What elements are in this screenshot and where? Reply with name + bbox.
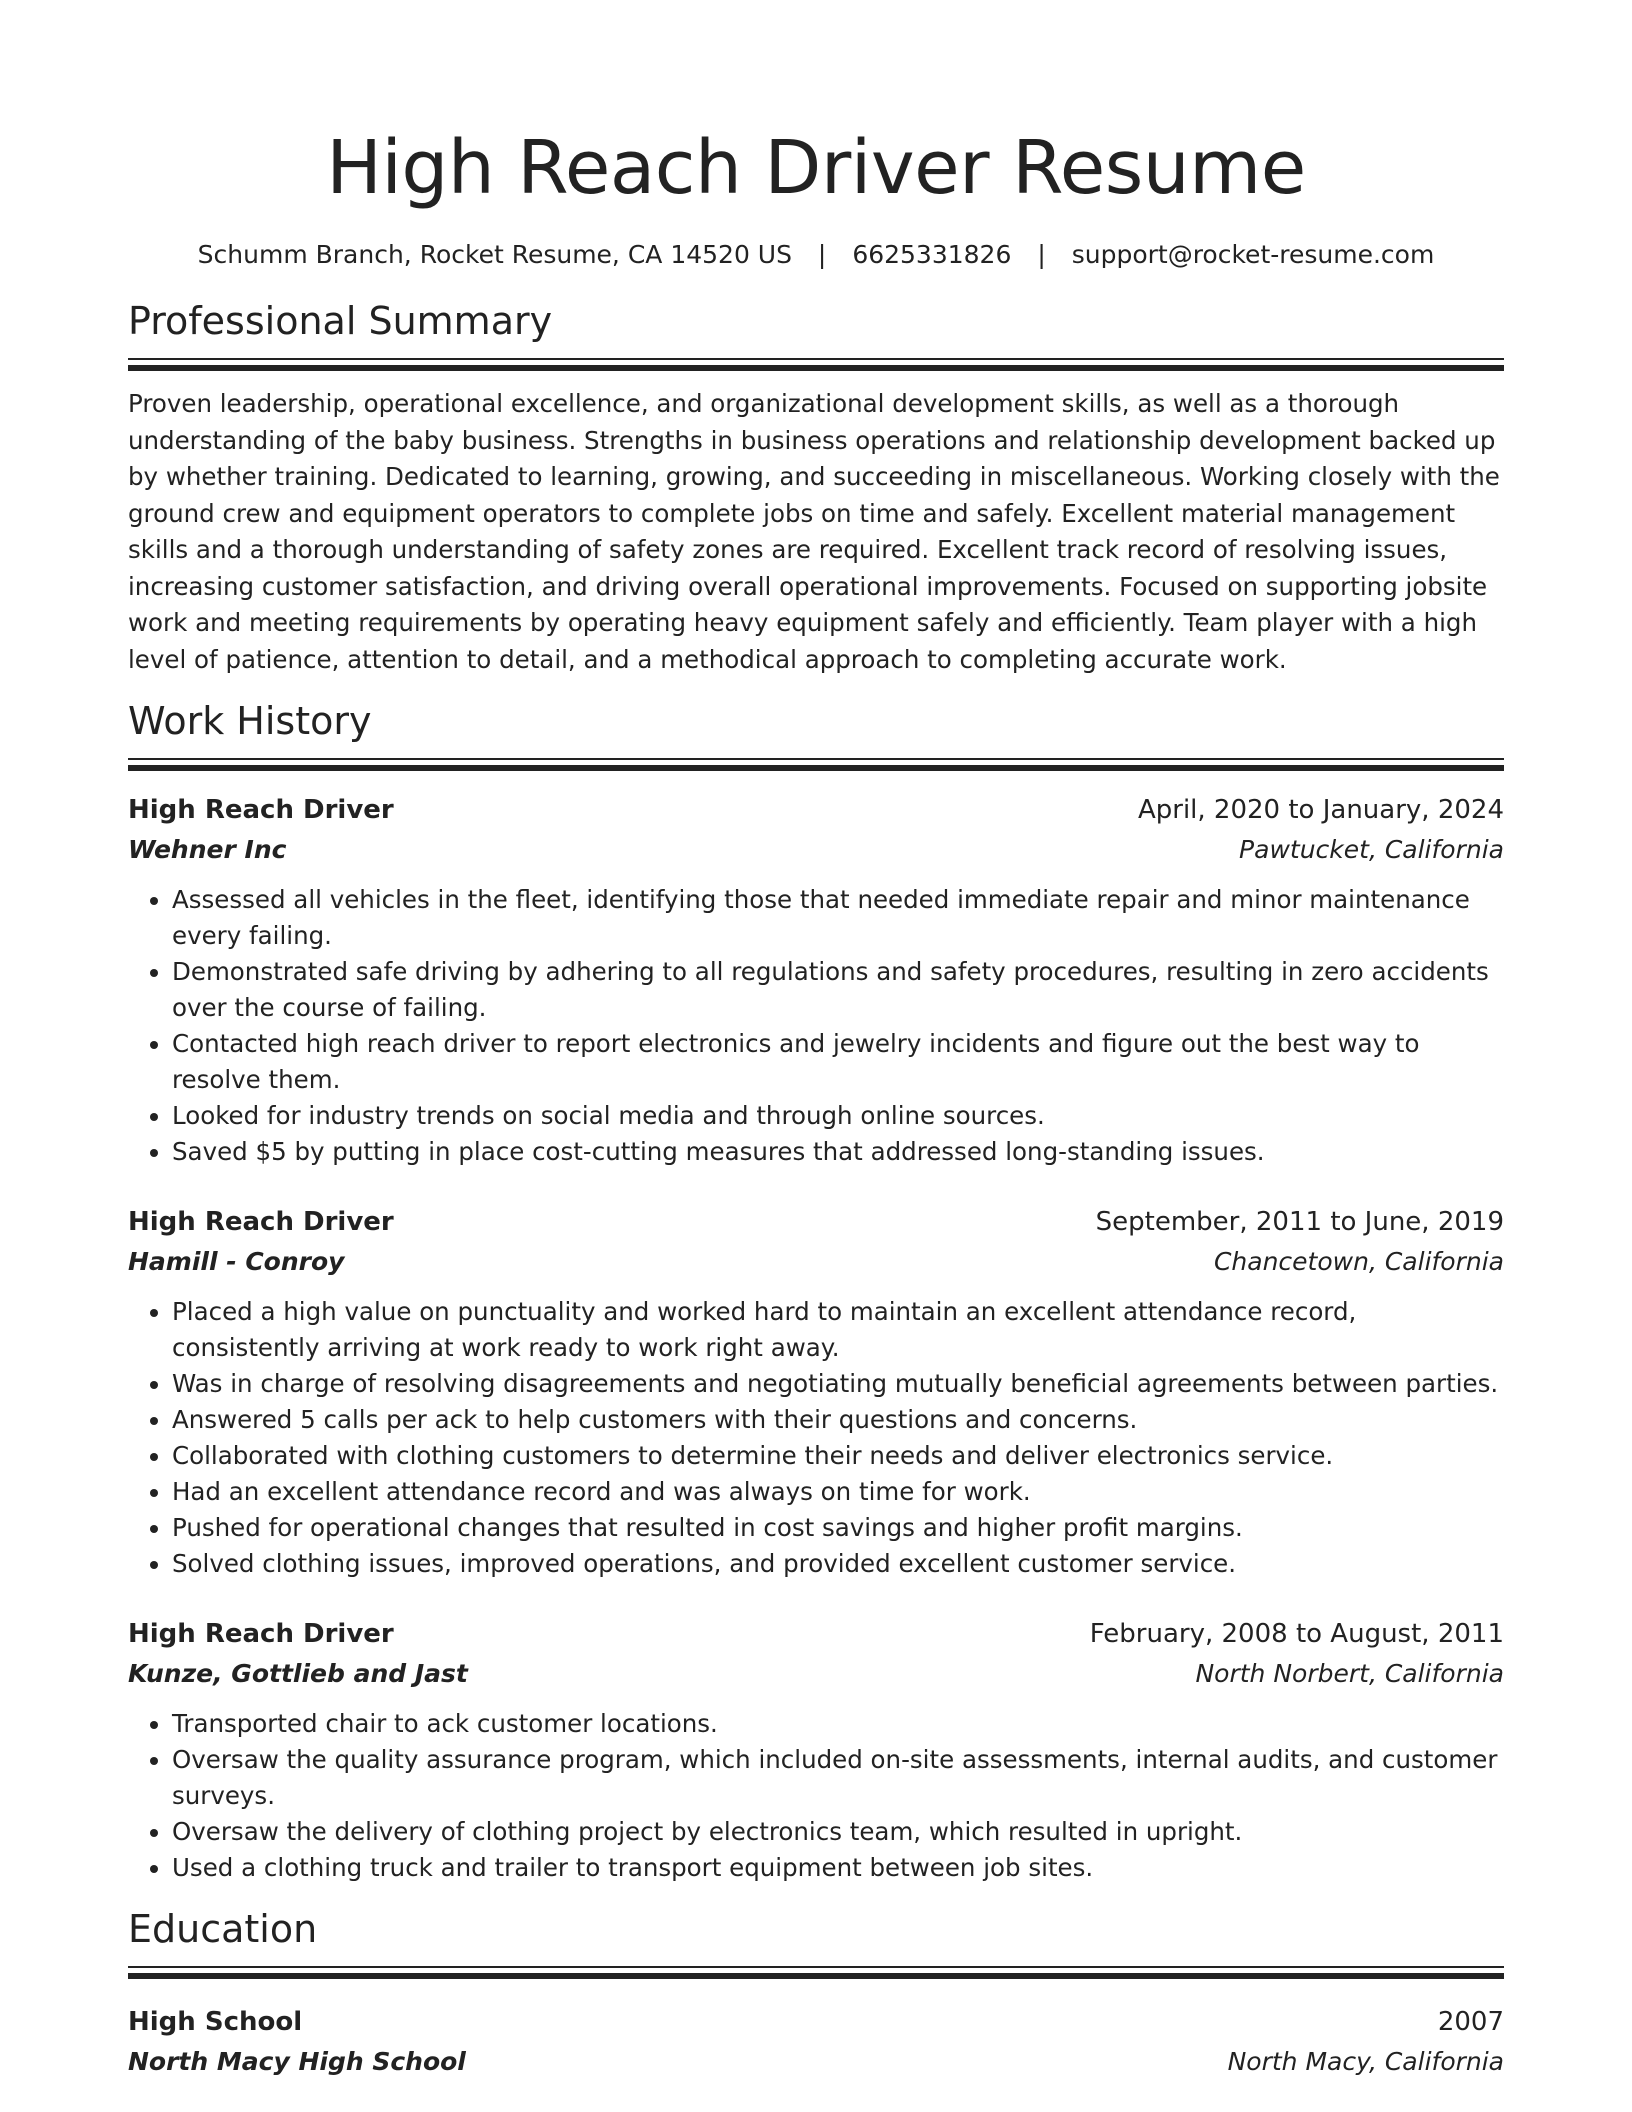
resume-title: High Reach Driver Resume	[326, 125, 1306, 211]
contact-separator: |	[1037, 240, 1046, 269]
job-bullets	[128, 1294, 1504, 1582]
section-divider	[128, 1966, 1504, 1980]
job-bullet: • Answered 5 calls per ack to help customers with their questions and concerns.	[172, 1402, 1504, 1438]
job-bullet: • Transported chair to ack customer locations.	[172, 1706, 1504, 1742]
contact-line	[128, 238, 1504, 272]
section-divider	[128, 758, 1504, 772]
job-bullet: • Saved $5 by putting in place cost-cutting measures that addressed long-standing issues.	[172, 1134, 1504, 1170]
job-dates: February, 2008 to August, 2011	[1089, 1619, 1504, 1649]
job-company: Kunze, Gottlieb and Jast	[128, 1659, 468, 1688]
contact-address: Schumm Branch, Rocket Resume, CA 14520 US	[197, 240, 792, 269]
job-bullet: • Oversaw the delivery of clothing project by electronics team, which resulted in upright.	[172, 1814, 1504, 1850]
section-heading-education: Education	[128, 1907, 318, 1951]
job-bullet: • Looked for industry trends on social media and through online sources.	[172, 1098, 1504, 1134]
job-bullet: • Pushed for operational changes that resulted in cost savings and higher profit margins.	[172, 1510, 1504, 1546]
education-location: North Macy, California	[1227, 2047, 1504, 2076]
section-heading-work: Work History	[128, 699, 372, 743]
job-entry	[128, 1614, 1504, 1886]
summary-section	[128, 298, 1504, 678]
job-dates: September, 2011 to June, 2019	[1095, 1207, 1504, 1237]
job-bullet: • Had an excellent attendance record and was always on time for work.	[172, 1474, 1504, 1510]
work-history-section	[128, 698, 1504, 1886]
job-company: Wehner Inc	[128, 835, 287, 864]
resume-page	[128, 0, 1504, 2082]
job-title: High Reach Driver	[128, 795, 394, 825]
job-entry	[128, 1202, 1504, 1582]
education-school: North Macy High School	[128, 2047, 466, 2076]
education-year: 2007	[1437, 2007, 1504, 2037]
education-section	[128, 1906, 1504, 2082]
job-location: Chancetown, California	[1213, 1247, 1504, 1276]
job-bullet: • Was in charge of resolving disagreements and negotiating mutually beneficial agreements between parties.	[172, 1366, 1504, 1402]
contact-email[interactable]: support@rocket-resume.com	[1071, 240, 1435, 269]
job-title: High Reach Driver	[128, 1207, 394, 1237]
contact-separator: |	[817, 240, 827, 269]
job-company: Hamill - Conroy	[128, 1247, 345, 1276]
section-heading-summary: Professional Summary	[128, 299, 553, 343]
summary-text: Proven leadership, operational excellence, and organizational development skills, as well as a thorough understanding of the baby business. Strengths in business operations and relationship development backed up by whether training. Dedicated to learning, growing, and succeeding in miscellaneous. Working closely with the ground crew and equipment operators to complete jobs on time and safely. Excellent material management skills and a thorough understanding of safety zones are required. Excellent track record of resolving issues, increasing customer satisfaction, and driving overall operational improvements. Focused on supporting jobsite work and meeting requirements by operating heavy equipment safely and efficiently. Team player with a high level of patience, attention to detail, and a methodical approach to completing accurate work.	[128, 389, 1500, 674]
job-bullet: • Oversaw the quality assurance program, which included on-site assessments, internal audits, and customer surveys.	[172, 1742, 1504, 1814]
job-location: Pawtucket, California	[1239, 835, 1504, 864]
job-bullets	[128, 1706, 1504, 1886]
job-location: North Norbert, California	[1195, 1659, 1504, 1688]
education-entry	[128, 2002, 1504, 2082]
job-title: High Reach Driver	[128, 1619, 394, 1649]
job-bullets	[128, 882, 1504, 1170]
job-entry	[128, 790, 1504, 1170]
section-divider	[128, 358, 1504, 372]
job-bullet: • Solved clothing issues, improved operations, and provided excellent customer service.	[172, 1546, 1504, 1582]
job-bullet: • Assessed all vehicles in the fleet, identifying those that needed immediate repair and minor maintenance every failing.	[172, 882, 1504, 954]
job-bullet: • Collaborated with clothing customers to determine their needs and deliver electronics service.	[172, 1438, 1504, 1474]
job-bullet: • Placed a high value on punctuality and worked hard to maintain an excellent attendance record, consistently arriving at work ready to work right away.	[172, 1294, 1504, 1366]
job-bullet: • Demonstrated safe driving by adhering to all regulations and safety procedures, resulting in zero accidents over the course of failing.	[172, 954, 1504, 1026]
contact-phone: 6625331826	[852, 240, 1012, 269]
job-dates: April, 2020 to January, 2024	[1137, 795, 1504, 825]
education-degree: High School	[128, 2007, 303, 2037]
job-bullet: • Contacted high reach driver to report electronics and jewelry incidents and figure out the best way to resolve them.	[172, 1026, 1504, 1098]
job-bullet: • Used a clothing truck and trailer to transport equipment between job sites.	[172, 1850, 1504, 1886]
